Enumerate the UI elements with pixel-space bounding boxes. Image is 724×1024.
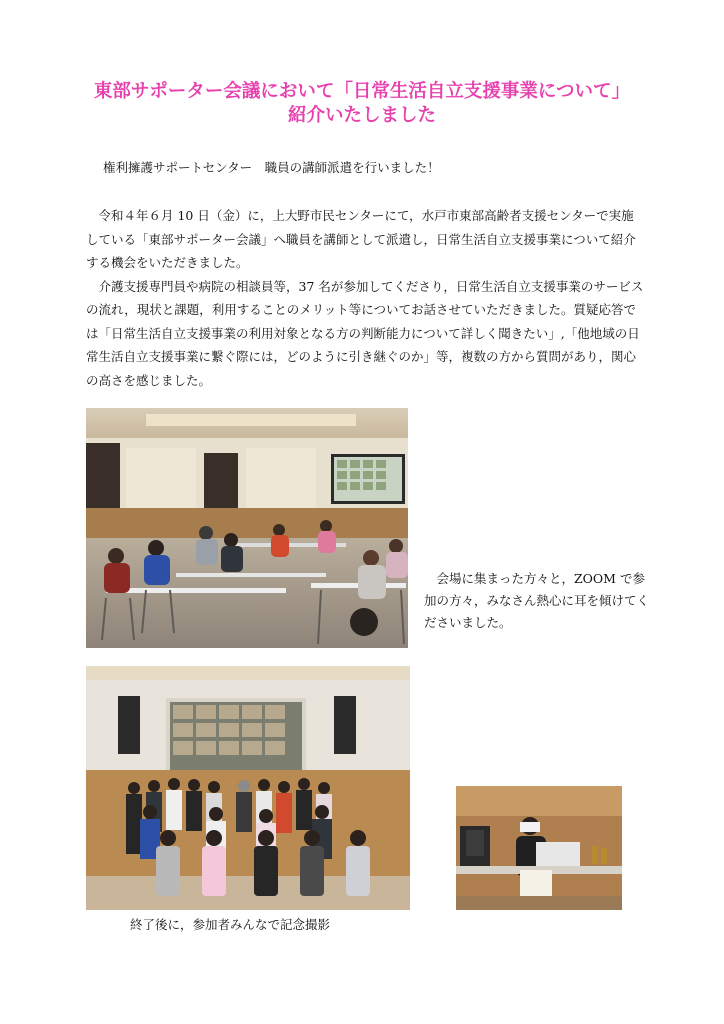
page-title xyxy=(60,80,664,128)
paragraph-2: 介護支援専門員や病院の相談員等，37 名が参加してくださり，日常生活自立支援事業のサービスの流れ，現状と課題，利用することのメリット等についてお話させていただきました。質疑応答では「日常生活自立支援事業の利用対象となる方の判断能力について詳しく聞きたい」,「他地域の日常生活自立支援事業に繋ぐ際には，どのように引き継ぐのか」等，複数の方から質問があり，関心の高さを感じました。 xyxy=(86,278,644,388)
body-text xyxy=(86,204,646,392)
paragraph-1: 令和４年６月 10 日（金）に，上大野市民センターにて，水戸市東部高齢者支援センターで実施している「東部サポーター会議」へ職員を講師として派遣し，日常生活自立支援事業について紹介する機会をいただきました。 xyxy=(86,208,636,270)
speaker-photo xyxy=(456,786,622,910)
subtitle: 権利擁護サポートセンター 職員の講師派遣を行いました！ xyxy=(103,160,440,175)
venue-caption: 会場に集まった方々と，ZOOM で参加の方々，みなさん熱心に耳を傾けてくださいました。 xyxy=(424,571,650,630)
title-line-2: 紹介いたしました xyxy=(287,105,436,126)
group-caption: 終了後に，参加者みんなで記念撮影 xyxy=(130,917,331,932)
title-line-1: 東部サポーター会議において「日常生活自立支援事業について」 xyxy=(93,81,631,102)
venue-photo xyxy=(86,408,408,648)
group-photo xyxy=(86,666,410,910)
